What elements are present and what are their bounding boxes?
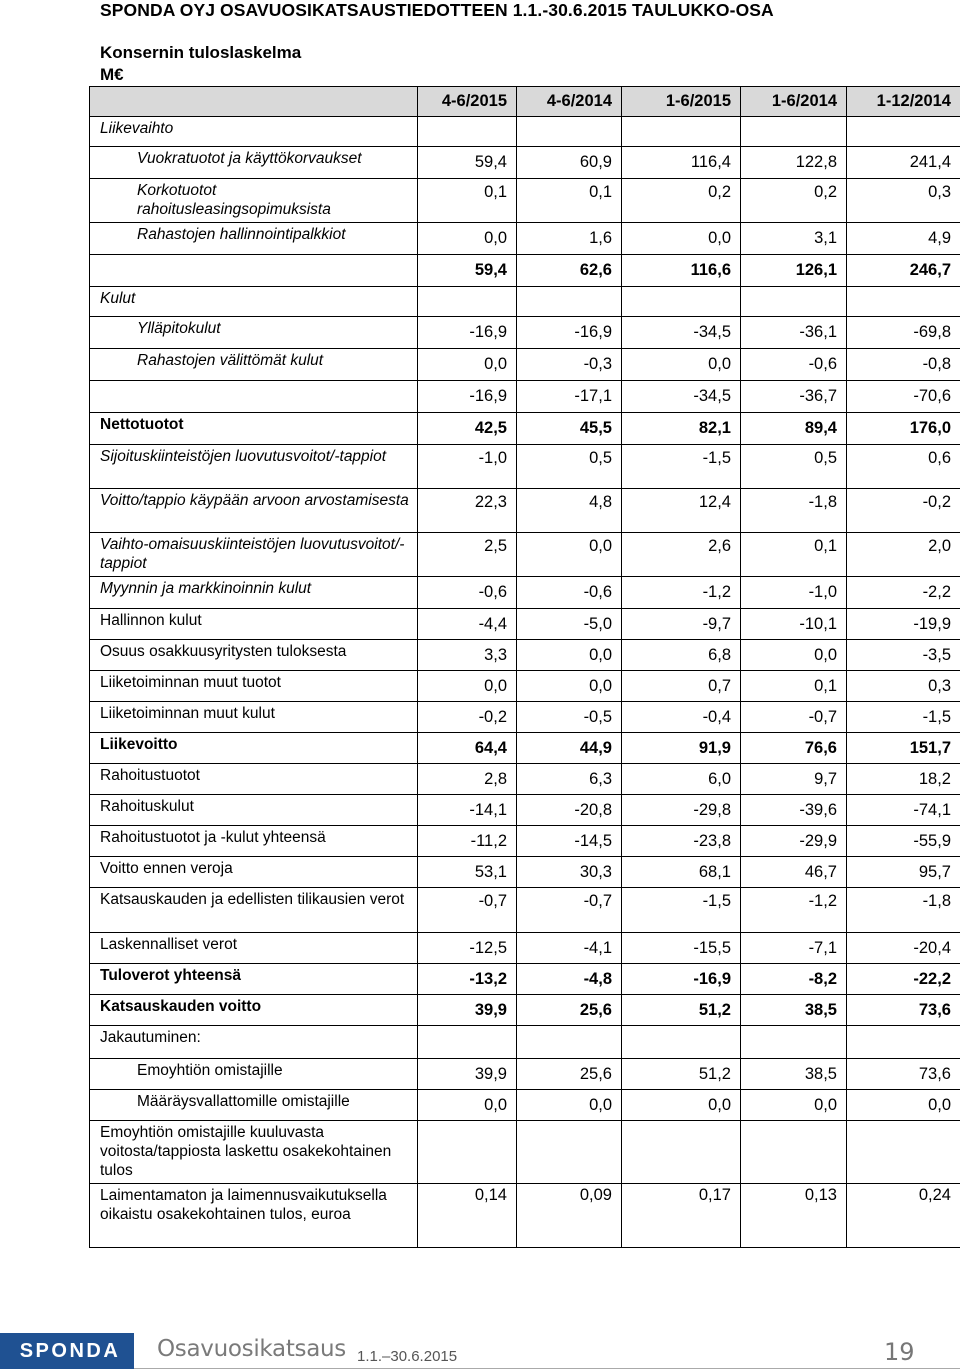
row-label (90, 179, 418, 223)
value-cell: -16,9 (418, 317, 517, 349)
value-cell: 2,8 (418, 764, 517, 795)
row-label (90, 287, 418, 317)
table-row (90, 1121, 960, 1184)
value-cell: -70,6 (847, 381, 960, 413)
row-label-text: Katsauskauden voitto (100, 998, 262, 1015)
value-cell: 39,9 (418, 1059, 517, 1090)
value-cell: -20,4 (847, 933, 960, 964)
table-row (90, 1059, 960, 1090)
row-label-text: Hallinnon kulut (100, 612, 202, 629)
value-cell: 0,6 (847, 445, 960, 489)
value-cell: -1,2 (622, 577, 741, 609)
row-label (90, 609, 418, 640)
value-cell: 64,4 (418, 733, 517, 764)
row-label-text: Voitto ennen veroja (100, 860, 233, 877)
value-cell: 0,0 (418, 1090, 517, 1121)
value-cell (622, 117, 741, 147)
value-cell: -69,8 (847, 317, 960, 349)
value-cell: -34,5 (622, 381, 741, 413)
value-cell: -17,1 (517, 381, 622, 413)
value-cell: 0,3 (847, 179, 960, 223)
row-label-text: Emoyhtiön omistajille (137, 1062, 283, 1079)
value-cell: -39,6 (741, 795, 847, 826)
logo-text: SPONDA (19, 1339, 121, 1362)
footer-divider (134, 1368, 960, 1369)
table-row (90, 702, 960, 733)
row-label-text: Liiketoiminnan muut kulut (100, 705, 275, 722)
row-label-text: Ylläpitokulut (137, 320, 221, 337)
value-cell: 38,5 (741, 1059, 847, 1090)
row-label (90, 533, 418, 577)
value-cell: -0,6 (741, 349, 847, 381)
row-label (90, 888, 418, 933)
row-label (90, 489, 418, 533)
value-cell: -55,9 (847, 826, 960, 857)
income-statement-table (89, 86, 960, 1248)
section-title: Konsernin tuloslaskelma (100, 43, 302, 62)
value-cell: 44,9 (517, 733, 622, 764)
table-row (90, 964, 960, 995)
row-label-text: Emoyhtiön omistajille kuuluvasta voitosta/tappiosta laskettu osakekohtainen tulos (100, 1124, 392, 1179)
value-cell (622, 287, 741, 317)
value-cell: 95,7 (847, 857, 960, 888)
value-cell: -1,8 (847, 888, 960, 933)
row-label-text: Liikevaihto (100, 120, 174, 137)
table-row (90, 671, 960, 702)
value-cell: 0,0 (418, 671, 517, 702)
value-cell: 0,0 (741, 640, 847, 671)
value-cell: -0,3 (517, 349, 622, 381)
header-corner-cell (90, 87, 418, 117)
value-cell: 25,6 (517, 1059, 622, 1090)
value-cell: 0,0 (517, 1090, 622, 1121)
table-header-row (90, 87, 960, 117)
row-label (90, 671, 418, 702)
value-cell (847, 117, 960, 147)
value-cell: 59,4 (418, 255, 517, 287)
value-cell: -13,2 (418, 964, 517, 995)
value-cell: 0,5 (741, 445, 847, 489)
table-row (90, 933, 960, 964)
column-header: 1-6/2014 (741, 87, 847, 117)
value-cell: -7,1 (741, 933, 847, 964)
table-row (90, 577, 960, 609)
value-cell: 6,0 (622, 764, 741, 795)
value-cell: -19,9 (847, 609, 960, 640)
table-row (90, 826, 960, 857)
row-label-text: Laimentamaton ja laimennusvaikutuksella oikaistu osakekohtainen tulos, euroa (100, 1187, 387, 1223)
row-label (90, 1090, 418, 1121)
value-cell: 0,1 (741, 671, 847, 702)
row-label-text: Korkotuotot rahoitusleasingsopimuksista (137, 182, 331, 218)
table-row (90, 1184, 960, 1248)
value-cell: 51,2 (622, 1059, 741, 1090)
table-row (90, 609, 960, 640)
value-cell: 0,0 (622, 223, 741, 255)
value-cell: -22,2 (847, 964, 960, 995)
value-cell (517, 117, 622, 147)
row-label (90, 1184, 418, 1248)
value-cell: -1,5 (622, 445, 741, 489)
value-cell: 91,9 (622, 733, 741, 764)
value-cell: 0,0 (418, 223, 517, 255)
value-cell: 0,24 (847, 1184, 960, 1248)
value-cell (847, 1121, 960, 1184)
value-cell: -74,1 (847, 795, 960, 826)
value-cell: -0,6 (418, 577, 517, 609)
value-cell: 0,0 (517, 640, 622, 671)
value-cell: -0,5 (517, 702, 622, 733)
value-cell: 53,1 (418, 857, 517, 888)
value-cell: -0,2 (847, 489, 960, 533)
table-row (90, 117, 960, 147)
row-label (90, 1026, 418, 1059)
value-cell: 6,3 (517, 764, 622, 795)
row-label-text: Rahastojen välittömät kulut (137, 352, 324, 369)
row-label (90, 764, 418, 795)
value-cell: 0,13 (741, 1184, 847, 1248)
value-cell (847, 287, 960, 317)
column-header: 1-12/2014 (847, 87, 960, 117)
value-cell: 0,0 (847, 1090, 960, 1121)
column-header: 4-6/2014 (517, 87, 622, 117)
value-cell: -12,5 (418, 933, 517, 964)
row-label (90, 826, 418, 857)
row-label-text: Tuloverot yhteensä (100, 967, 241, 984)
value-cell: 46,7 (741, 857, 847, 888)
table-row (90, 445, 960, 489)
value-cell: 6,8 (622, 640, 741, 671)
row-label (90, 702, 418, 733)
document-title: SPONDA OYJ OSAVUOSIKATSAUSTIEDOTTEEN 1.1.-30.6.2015 TAULUKKO-OSA (100, 0, 774, 20)
value-cell: -34,5 (622, 317, 741, 349)
column-header: 4-6/2015 (418, 87, 517, 117)
value-cell: 12,4 (622, 489, 741, 533)
value-cell (517, 1121, 622, 1184)
row-label (90, 413, 418, 445)
row-label-text: Rahoituskulut (100, 798, 194, 815)
row-label-text: Katsauskauden ja edellisten tilikausien verot (100, 891, 405, 908)
value-cell: -16,9 (517, 317, 622, 349)
value-cell: 176,0 (847, 413, 960, 445)
table-row (90, 255, 960, 287)
row-label (90, 577, 418, 609)
table-row (90, 413, 960, 445)
value-cell: -36,7 (741, 381, 847, 413)
row-label-text: Nettotuotot (100, 416, 184, 433)
row-label-text: Laskennalliset verot (100, 936, 237, 953)
value-cell: 45,5 (517, 413, 622, 445)
value-cell: 3,1 (741, 223, 847, 255)
row-label (90, 147, 418, 179)
value-cell: -0,4 (622, 702, 741, 733)
value-cell: -0,2 (418, 702, 517, 733)
table-row (90, 349, 960, 381)
value-cell: 51,2 (622, 995, 741, 1026)
value-cell: 126,1 (741, 255, 847, 287)
value-cell: 0,0 (418, 349, 517, 381)
row-label (90, 1059, 418, 1090)
table-row (90, 795, 960, 826)
column-header: 1-6/2015 (622, 87, 741, 117)
unit-label: M€ (100, 65, 124, 84)
value-cell: -36,1 (741, 317, 847, 349)
row-label-text: Liikevoitto (100, 736, 178, 753)
value-cell: 89,4 (741, 413, 847, 445)
value-cell: 73,6 (847, 995, 960, 1026)
value-cell: -29,9 (741, 826, 847, 857)
table-row (90, 888, 960, 933)
value-cell: -16,9 (622, 964, 741, 995)
value-cell: 116,6 (622, 255, 741, 287)
value-cell: -14,1 (418, 795, 517, 826)
row-label (90, 117, 418, 147)
value-cell: -10,1 (741, 609, 847, 640)
footer-label: Osavuosikatsaus (157, 1336, 346, 1362)
row-label-text (100, 381, 413, 383)
value-cell: 0,14 (418, 1184, 517, 1248)
value-cell: -9,7 (622, 609, 741, 640)
row-label-text: Kulut (100, 290, 136, 307)
value-cell: 42,5 (418, 413, 517, 445)
row-label-text: Määräysvallattomille omistajille (137, 1093, 350, 1110)
table-row (90, 223, 960, 255)
row-label-text: Rahoitustuotot (100, 767, 200, 784)
value-cell: 0,0 (741, 1090, 847, 1121)
value-cell: 0,3 (847, 671, 960, 702)
value-cell (517, 287, 622, 317)
table-row (90, 179, 960, 223)
value-cell: -20,8 (517, 795, 622, 826)
value-cell: 0,2 (741, 179, 847, 223)
row-label (90, 733, 418, 764)
value-cell: 18,2 (847, 764, 960, 795)
value-cell: 0,0 (517, 533, 622, 577)
value-cell: 68,1 (622, 857, 741, 888)
value-cell: -2,2 (847, 577, 960, 609)
value-cell: 4,8 (517, 489, 622, 533)
value-cell (622, 1121, 741, 1184)
row-label-text: Osuus osakkuusyritysten tuloksesta (100, 643, 347, 660)
table-row (90, 857, 960, 888)
table-row (90, 381, 960, 413)
value-cell: 0,1 (418, 179, 517, 223)
value-cell: -0,8 (847, 349, 960, 381)
value-cell: 30,3 (517, 857, 622, 888)
row-label-text (100, 255, 413, 257)
value-cell (741, 117, 847, 147)
value-cell: -1,5 (622, 888, 741, 933)
value-cell: 38,5 (741, 995, 847, 1026)
row-label (90, 255, 418, 287)
value-cell: -1,8 (741, 489, 847, 533)
value-cell: 1,6 (517, 223, 622, 255)
value-cell: 0,0 (517, 671, 622, 702)
value-cell: -14,5 (517, 826, 622, 857)
row-label (90, 795, 418, 826)
value-cell: 0,0 (622, 349, 741, 381)
value-cell: 2,6 (622, 533, 741, 577)
value-cell: 0,0 (622, 1090, 741, 1121)
row-label (90, 1121, 418, 1184)
value-cell (741, 1026, 847, 1059)
row-label-text: Vaihto-omaisuuskiinteistöjen luovutusvoitot/-tappiot (100, 536, 405, 572)
row-label (90, 223, 418, 255)
value-cell: 2,0 (847, 533, 960, 577)
value-cell: 62,6 (517, 255, 622, 287)
value-cell (418, 287, 517, 317)
value-cell: 39,9 (418, 995, 517, 1026)
value-cell: -0,7 (741, 702, 847, 733)
value-cell: 82,1 (622, 413, 741, 445)
value-cell: -4,8 (517, 964, 622, 995)
value-cell: 25,6 (517, 995, 622, 1026)
value-cell: -0,7 (418, 888, 517, 933)
value-cell: -8,2 (741, 964, 847, 995)
value-cell: 59,4 (418, 147, 517, 179)
value-cell: 122,8 (741, 147, 847, 179)
row-label-text: Vuokratuotot ja käyttökorvaukset (137, 150, 362, 167)
row-label (90, 995, 418, 1026)
value-cell: -16,9 (418, 381, 517, 413)
value-cell: 0,5 (517, 445, 622, 489)
value-cell (741, 1121, 847, 1184)
row-label-text: Sijoituskiinteistöjen luovutusvoitot/-tappiot (100, 448, 387, 465)
row-label (90, 857, 418, 888)
row-label (90, 964, 418, 995)
row-label (90, 381, 418, 413)
value-cell: -3,5 (847, 640, 960, 671)
value-cell: 246,7 (847, 255, 960, 287)
table-row (90, 287, 960, 317)
table-row (90, 533, 960, 577)
value-cell: -4,4 (418, 609, 517, 640)
row-label (90, 349, 418, 381)
row-label (90, 317, 418, 349)
value-cell: -11,2 (418, 826, 517, 857)
row-label (90, 933, 418, 964)
row-label-text: Liiketoiminnan muut tuotot (100, 674, 281, 691)
value-cell: -0,6 (517, 577, 622, 609)
value-cell: -1,5 (847, 702, 960, 733)
table-row (90, 317, 960, 349)
value-cell: 22,3 (418, 489, 517, 533)
value-cell: 0,1 (741, 533, 847, 577)
value-cell: -1,0 (741, 577, 847, 609)
table-row (90, 764, 960, 795)
value-cell: 76,6 (741, 733, 847, 764)
value-cell (418, 117, 517, 147)
value-cell: -1,2 (741, 888, 847, 933)
value-cell: 0,7 (622, 671, 741, 702)
table-row (90, 1026, 960, 1059)
table-row (90, 640, 960, 671)
value-cell: -4,1 (517, 933, 622, 964)
row-label (90, 640, 418, 671)
value-cell: 116,4 (622, 147, 741, 179)
value-cell: 2,5 (418, 533, 517, 577)
value-cell: 4,9 (847, 223, 960, 255)
value-cell: -0,7 (517, 888, 622, 933)
value-cell: -15,5 (622, 933, 741, 964)
value-cell: -1,0 (418, 445, 517, 489)
table-row (90, 147, 960, 179)
value-cell: 9,7 (741, 764, 847, 795)
value-cell: -5,0 (517, 609, 622, 640)
value-cell (847, 1026, 960, 1059)
row-label-text: Voitto/tappio käypään arvoon arvostamisesta (100, 492, 409, 509)
value-cell: -23,8 (622, 826, 741, 857)
value-cell: 0,17 (622, 1184, 741, 1248)
value-cell: 60,9 (517, 147, 622, 179)
value-cell: 3,3 (418, 640, 517, 671)
value-cell: -29,8 (622, 795, 741, 826)
table-row (90, 1090, 960, 1121)
value-cell: 241,4 (847, 147, 960, 179)
value-cell: 0,2 (622, 179, 741, 223)
table-row (90, 733, 960, 764)
row-label (90, 445, 418, 489)
row-label-text: Jakautuminen: (100, 1029, 201, 1046)
row-label-text: Rahoitustuotot ja -kulut yhteensä (100, 829, 326, 846)
value-cell: 0,1 (517, 179, 622, 223)
row-label-text: Myynnin ja markkinoinnin kulut (100, 580, 312, 597)
value-cell (741, 287, 847, 317)
page-number: 19 (884, 1338, 915, 1366)
table-row (90, 489, 960, 533)
row-label-text: Rahastojen hallinnointipalkkiot (137, 226, 346, 243)
value-cell (622, 1026, 741, 1059)
value-cell (418, 1121, 517, 1184)
sponda-logo (0, 1333, 134, 1369)
value-cell (418, 1026, 517, 1059)
page-footer (0, 1333, 960, 1369)
footer-date: 1.1.–30.6.2015 (357, 1348, 458, 1365)
value-cell (517, 1026, 622, 1059)
table-row (90, 995, 960, 1026)
value-cell: 151,7 (847, 733, 960, 764)
value-cell: 73,6 (847, 1059, 960, 1090)
value-cell: 0,09 (517, 1184, 622, 1248)
